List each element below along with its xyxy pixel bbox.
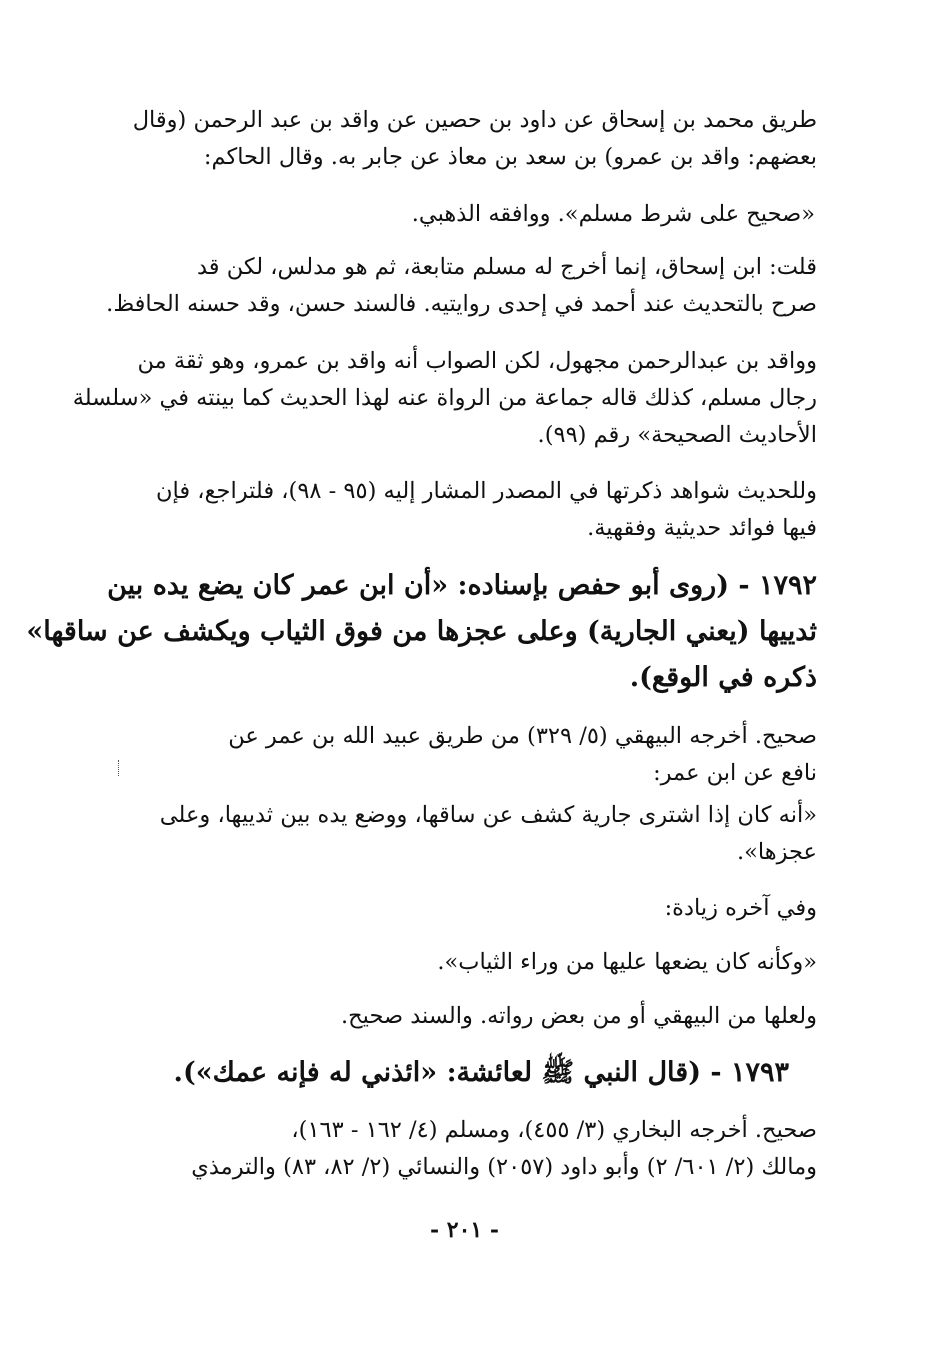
text-line: ومالك (٢/ ٦٠١/ ٢) وأبو داود (٢٠٥٧) والنسائي (٢/ ٨٢، ٨٣) والترمذي: [191, 1154, 817, 1180]
paragraph-1792-takhrij: [139, 718, 817, 792]
paragraph-shawahid: [139, 473, 817, 547]
hadith-1792-heading: [26, 563, 817, 701]
paragraph-1793-takhrij: [139, 1112, 817, 1186]
text-line: ١٧٩٣ - (قال النبي ﷺ لعائشة: «ائذني له فإنه عمك»).: [173, 1057, 789, 1088]
page-number: - ٢٠١ -: [429, 1217, 500, 1243]
text-line: «صحيح على شرط مسلم». ووافقه الذهبي.: [411, 201, 815, 227]
text-line: بعضهم: واقد بن عمرو) بن سعد بن معاذ عن جابر به. وقال الحاكم:: [203, 144, 817, 170]
text-line: «أنه كان إذا اشترى جارية كشف عن ساقها، ووضع يده بين ثدييها، وعلى: [159, 802, 817, 828]
text-line: رجال مسلم، كذلك قاله جماعة من الرواة عنه لهذا الحديث كما بينته في «سلسلة: [72, 385, 817, 411]
text-line: ١٧٩٢ - (روى أبو حفص بإسناده: «أن ابن عمر كان يضع يده بين: [107, 570, 817, 601]
text-line: «وكأنه كان يضعها عليها من وراء الثياب».: [437, 949, 817, 975]
text-line: قلت: ابن إسحاق، إنما أخرج له مسلم متابعة، ثم هو مدلس، لكن قد: [197, 254, 817, 280]
hadith-1793-heading: [111, 1050, 789, 1096]
text-line: صرح بالتحديث عند أحمد في إحدى روايتيه. فالسند حسن، وقد حسنه الحافظ.: [106, 291, 817, 317]
text-line: صحيح. أخرجه البيهقي (٥/ ٣٢٩) من طريق عبيد الله بن عمر عن: [228, 723, 817, 749]
text-line: وواقد بن عبدالرحمن مجهول، لكن الصواب أنه واقد بن عمرو، وهو ثقة من: [137, 348, 817, 374]
paragraph-hadith-source: [132, 102, 817, 176]
paragraph-hakim-quote: [137, 196, 815, 233]
paragraph-ibn-ishaq: [106, 249, 817, 323]
text-line: ولعلها من البيهقي أو من بعض رواته. والسند صحيح.: [340, 1003, 817, 1029]
text-line: عجزها».: [736, 839, 817, 865]
margin-mark: [118, 760, 121, 776]
text-line: نافع عن ابن عمر:: [653, 760, 817, 786]
text-line: الأحاديث الصحيحة» رقم (٩٩).: [537, 422, 817, 448]
text-line: ذكره في الوقع).: [629, 662, 817, 693]
text-line: وفي آخره زيادة:: [664, 895, 817, 921]
text-line: فيها فوائد حديثية وفقهية.: [587, 515, 817, 541]
text-line: ثدييها (يعني الجارية) وعلى عجزها من فوق الثياب ويكشف عن ساقها»: [26, 616, 817, 647]
text-line: وللحديث شواهد ذكرتها في المصدر المشار إليه (٩٥ - ٩٨)، فلتراجع، فإن: [156, 478, 817, 504]
paragraph-1792-quote: [139, 797, 817, 871]
paragraph-ziyada: [139, 890, 817, 927]
text-line: صحيح. أخرجه البخاري (٣/ ٤٥٥)، ومسلم (٤/ ١٦٢ - ١٦٣)،: [291, 1117, 817, 1143]
text-line: طريق محمد بن إسحاق عن داود بن حصين عن واقد بن عبد الرحمن (وقال: [132, 107, 817, 133]
paragraph-waqid: [72, 343, 817, 454]
paragraph-ziyada-quote: [139, 944, 817, 981]
paragraph-bayhaqi-note: [139, 998, 817, 1035]
